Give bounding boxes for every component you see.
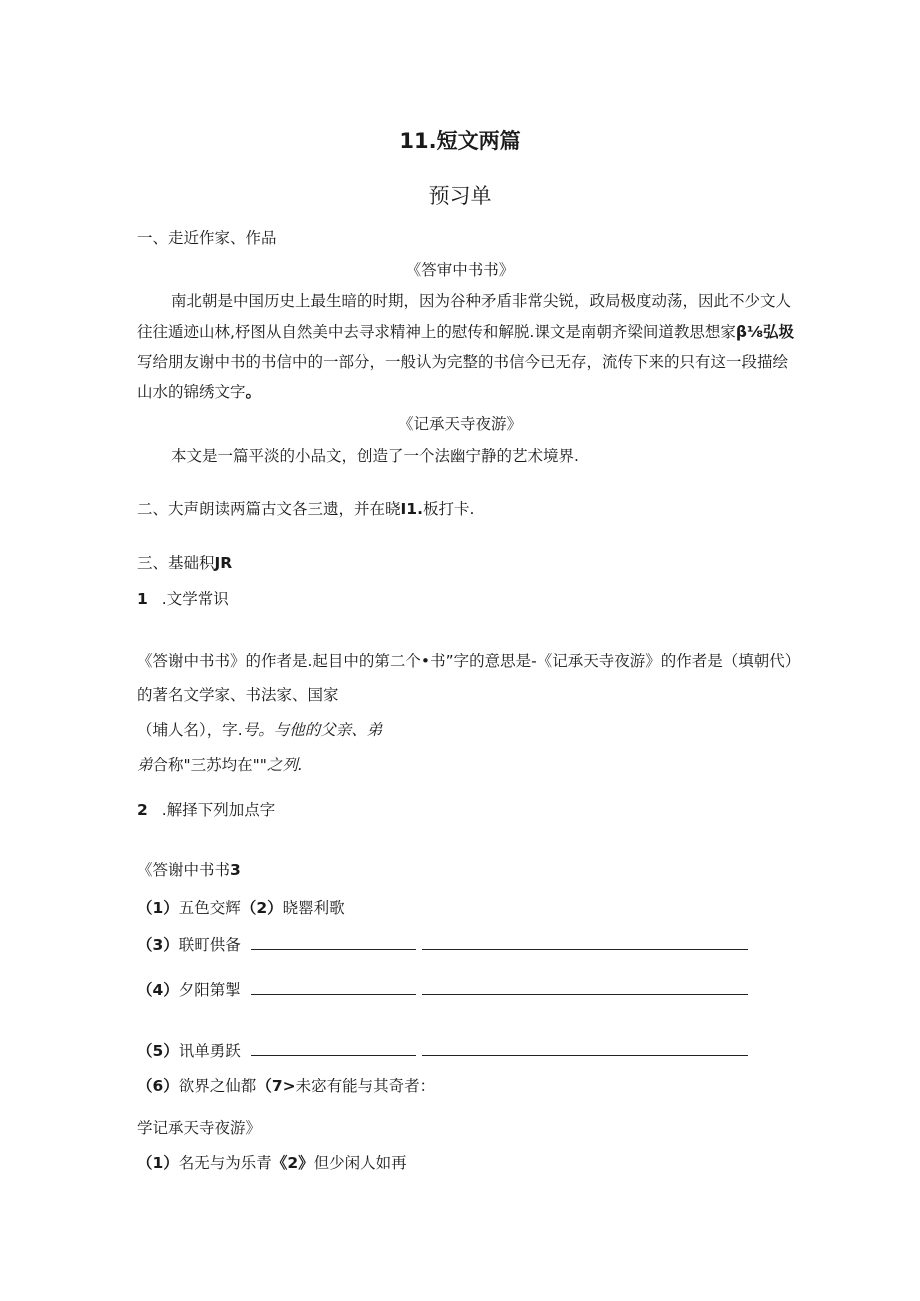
question-1-line-4-b: 合称"三苏均在" — [152, 756, 260, 774]
dxs-item-1-2 — [137, 898, 345, 918]
question-1-line-3 — [137, 720, 382, 740]
work-1-line-2-text: 往往遁迹山林,杼图从自然美中去寻求精神上的慰传和解脱.课文是南朝齐梁间道教思想家 — [137, 323, 736, 341]
item-num: （6） — [137, 1077, 179, 1095]
item-text: 五色交辉 — [178, 899, 241, 917]
question-1-heading — [137, 589, 229, 609]
item-num-2: 《2》 — [271, 1154, 314, 1172]
item-text: 欲界之仙都 — [178, 1077, 257, 1095]
question-1-line-3-a: （埔人名），字. — [137, 721, 243, 739]
work-1-line-2 — [137, 322, 794, 342]
answer-blank-long[interactable] — [422, 934, 748, 950]
question-1-num: 1 — [137, 590, 148, 608]
question-1-line-4-a: 弟 — [137, 756, 153, 774]
work-1-line-4 — [137, 382, 261, 402]
dxs-item-4 — [137, 979, 748, 1000]
question-1-title: .文学常识 — [161, 590, 229, 608]
question-2-title: .解择下列加点字 — [161, 801, 276, 819]
answer-blank-short[interactable] — [251, 934, 416, 950]
dxs-item-5 — [137, 1040, 748, 1061]
work-1-title: 《答审中书书》 — [405, 261, 515, 279]
dxs-item-3 — [137, 934, 748, 955]
item-num: （1） — [137, 899, 179, 917]
answer-blank-short[interactable] — [251, 979, 416, 995]
answer-blank-long[interactable] — [422, 979, 748, 995]
work-2-text: 本文是一篇平淡的小品文，创造了一个法幽宁静的艺术境界. — [171, 447, 579, 465]
dxs-title-text: 《答谢中书书 — [137, 861, 231, 879]
question-1-line-4 — [137, 755, 303, 775]
item-num: （5） — [137, 1042, 179, 1060]
section-2-bold: I1. — [400, 500, 423, 518]
section-2-post: 板打卡. — [422, 500, 475, 518]
item-num: （3） — [137, 936, 179, 954]
dxs-title-num: 3 — [230, 861, 241, 879]
question-1-line-3-b: 号。与他的父亲、弟 — [242, 721, 383, 739]
answer-blank-long[interactable] — [422, 1040, 748, 1056]
item-text-2: 未宓有能与其奇者： — [295, 1077, 436, 1095]
section-2 — [137, 499, 474, 519]
question-2-heading — [137, 800, 275, 820]
section-3-heading — [137, 553, 232, 573]
work-2-title: 《记承天寺夜游》 — [397, 415, 522, 433]
dxs-item-6-7 — [137, 1076, 435, 1096]
item-num: （1） — [137, 1154, 179, 1172]
question-1-line-4-c: "之列. — [259, 756, 303, 774]
item-text-2: 晓罂利歌 — [282, 899, 345, 917]
item-text: 名无与为乐青 — [178, 1154, 272, 1172]
work-1-line-4-end: 。 — [245, 383, 262, 401]
work-1-line-1: 南北朝是中国历史上最生暗的时期，因为谷种矛盾非常尖锐，政局极度动荡，因此不少文人 — [171, 292, 792, 310]
section-2-pre: 二、大声朗读两篇古文各三遗，并在晓 — [137, 500, 401, 518]
item-num-2: （2） — [240, 899, 283, 917]
section-1-heading: 一、走近作家、作品 — [137, 229, 277, 247]
item-text: 夕阳第掣 — [178, 981, 241, 999]
doc-title: 11.短文两篇 — [399, 129, 521, 153]
item-text: 讯单勇跃 — [178, 1042, 241, 1060]
work-1-line-4-text: 山水的锦绣文字 — [137, 383, 246, 401]
dxs-title — [137, 860, 241, 880]
question-1-line-2: 的著名文学家、书法家、国家 — [137, 686, 339, 704]
question-1-line-1: 《答谢中书书》的作者是.起目中的第二个•书”字的意思是-《记承天寺夜游》的作者是（填朝代） — [137, 652, 801, 670]
question-2-num: 2 — [137, 801, 148, 819]
item-num: （4） — [137, 981, 179, 999]
jct-title: 学记承天寺夜游》 — [137, 1119, 262, 1137]
item-num-2: （7> — [256, 1077, 296, 1095]
work-1-line-3: 写给朋友谢中书的书信中的一部分，一般认为完整的书信今已无存，流传下来的只有这一段描绘 — [137, 353, 789, 371]
doc-subtitle: 预习单 — [428, 184, 492, 208]
jct-item-1-2 — [137, 1153, 407, 1173]
item-text-2: 但少闲人如再 — [313, 1154, 407, 1172]
item-text: 联町供备 — [178, 936, 241, 954]
section-3-bold: JR — [214, 554, 233, 572]
work-1-line-2-bold: β⅛弘圾 — [735, 323, 794, 341]
answer-blank-short[interactable] — [251, 1040, 416, 1056]
section-3-pre: 三、基础积 — [137, 554, 215, 572]
